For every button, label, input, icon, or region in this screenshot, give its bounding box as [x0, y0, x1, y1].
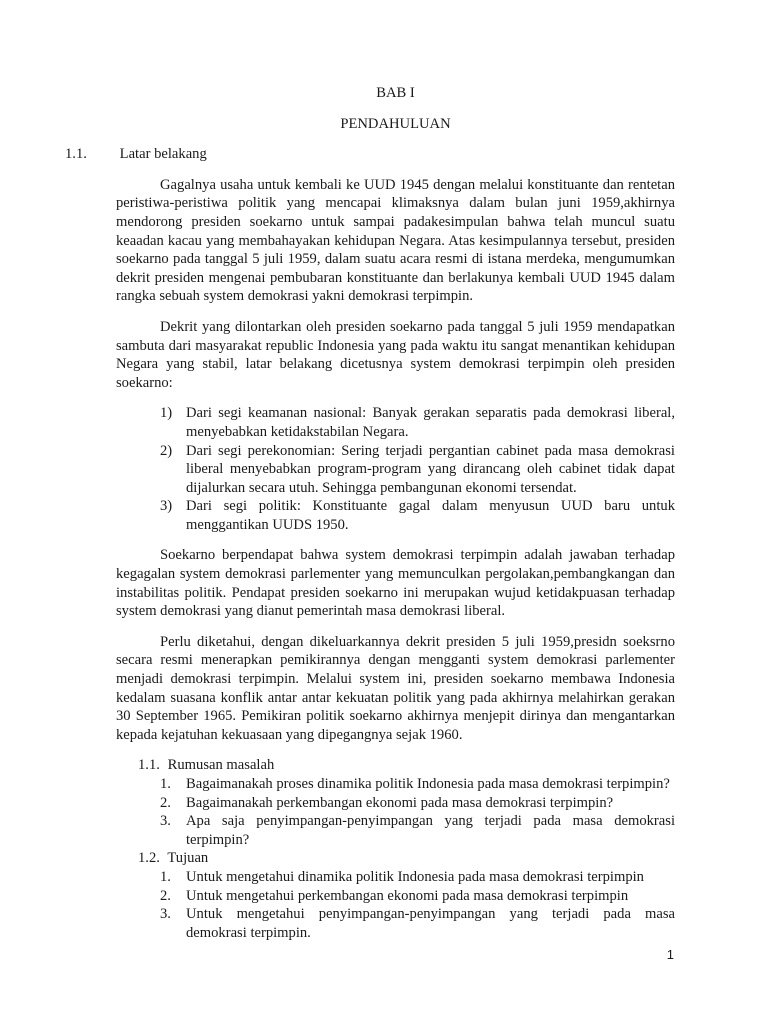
list-number: 2) — [160, 442, 173, 459]
list-item — [160, 887, 675, 906]
section-title: Latar belakang — [119, 146, 207, 163]
list-item — [160, 868, 675, 887]
list-text: Untuk mengetahui perkembangan ekonomi pada masa demokrasi terpimpin — [186, 887, 629, 904]
page-content — [65, 84, 675, 954]
goals-list — [160, 868, 675, 942]
list-text: Untuk mengetahui penyimpangan-penyimpangan yang terjadi pada masa demokrasi terpimpin. — [186, 906, 675, 941]
list-item — [160, 794, 675, 813]
list-number: 1) — [160, 405, 173, 422]
list-item — [160, 812, 675, 849]
paragraph: Perlu diketahui, dengan dikeluarkannya dekrit presiden 5 juli 1959,presidn soeksrno secara resmi menerapkan pemikirannya dengan mengganti system demokrasi parlementer menjadi demokrasi terpimpin. Melalui system ini, presiden soekarno membawa Indonesia kedalam suasana konflik antar antar kekuatan politik yang pada akhirnya melahirkan gerakan 30 September 1965. Pemikiran politik soekarno akhirnya menjepit dirinya dan mengantarkan kepada kejatuhan kekuasaan yang dipegangnya sejak 1960. — [116, 633, 675, 743]
list-text: Dari segi perekonomian: Sering terjadi pergantian cabinet pada masa demokrasi liberal menyebabkan program-program yang dirancang oleh cabinet tidak dapat dijalurkan secara utuh. Sehingga pembangunan ekonomi tersendat. — [186, 442, 675, 496]
list-number: 1. — [160, 776, 171, 792]
list-number: 3) — [160, 498, 173, 515]
paragraph: Gagalnya usaha untuk kembali ke UUD 1945 dengan melalui konstituante dan rentetan peristiwa-peristiwa politik yang mencapai klimaksnya dalam bulan juni 1959,akhirnya mendorong presiden soekarno untuk sampai padakesimpulan bahwa telah muncul suatu keaadan kacau yang membahayakan kehidupan Negara. Atas kesimpulannya tersebut, presiden soekarno pada tanggal 5 juli 1959, dalam suatu acara resmi di istana merdeka, mengumumkan dekrit presiden mengenai pembubaran konstituante dan berlakunya kembali UUD 1945 dalam rangka sebuah system demokrasi yakni demokrasi terpimpin. — [116, 176, 675, 305]
paragraph: Dekrit yang dilontarkan oleh presiden soekarno pada tanggal 5 juli 1959 mendapatkan sambuta dari masyarakat republic Indonesia yang pada waktu itu sangat menantikan kehidupan Negara yang stabil, latar belakang dicetusnya system demokrasi terpimpin oleh presiden soekarno: — [116, 318, 675, 391]
section-heading-background: 1.1. Latar belakang — [65, 146, 207, 163]
list-number: 3. — [160, 813, 171, 830]
chapter-heading: BAB I — [376, 85, 415, 101]
list-number: 1. — [160, 868, 171, 885]
list-number: 2. — [160, 794, 171, 811]
section-heading-problems — [138, 756, 675, 775]
section-title: Tujuan — [167, 850, 209, 867]
list-number: 2. — [160, 887, 171, 904]
list-item — [160, 497, 675, 534]
section-number: 1.1. — [138, 757, 160, 774]
list-item — [160, 404, 675, 441]
list-text: Bagaimanakah proses dinamika politik Indonesia pada masa demokrasi terpimpin? — [186, 776, 670, 792]
list-text: Dari segi politik: Konstituante gagal dalam menyusun UUD baru untuk menggantikan UUDS 1950. — [186, 498, 675, 533]
page-number: 1 — [666, 947, 674, 962]
list-text: Untuk mengetahui dinamika politik Indonesia pada masa demokrasi terpimpin — [186, 868, 644, 885]
problems-list — [160, 775, 675, 849]
list-text: Bagaimanakah perkembangan ekonomi pada masa demokrasi terpimpin? — [186, 794, 614, 811]
section-title: Rumusan masalah — [167, 757, 275, 774]
list-number: 3. — [160, 906, 171, 923]
section-heading-goals — [138, 849, 675, 868]
chapter-title: PENDAHULUAN — [340, 115, 451, 132]
list-text: Apa saja penyimpangan-penyimpangan yang terjadi pada masa demokrasi terpimpin? — [186, 813, 675, 848]
list-text: Dari segi keamanan nasional: Banyak gerakan separatis pada demokrasi liberal, menyebabkan ketidakstabilan Negara. — [186, 405, 675, 440]
list-item — [160, 775, 675, 794]
list-item — [160, 905, 675, 942]
reasons-list — [160, 404, 675, 534]
list-item — [160, 442, 675, 498]
section-number: 1.2. — [138, 850, 160, 867]
paragraph: Soekarno berpendapat bahwa system demokrasi terpimpin adalah jawaban terhadap kegagalan system demokrasi parlementer yang memunculkan pergolakan,pembangkangan dan instabilitas politik. Pendapat presiden soekarno ini merupakan wujud ketidakpuasan terhadap system demokrasi yang dianut pemerintah masa demokrasi liberal. — [116, 547, 675, 620]
